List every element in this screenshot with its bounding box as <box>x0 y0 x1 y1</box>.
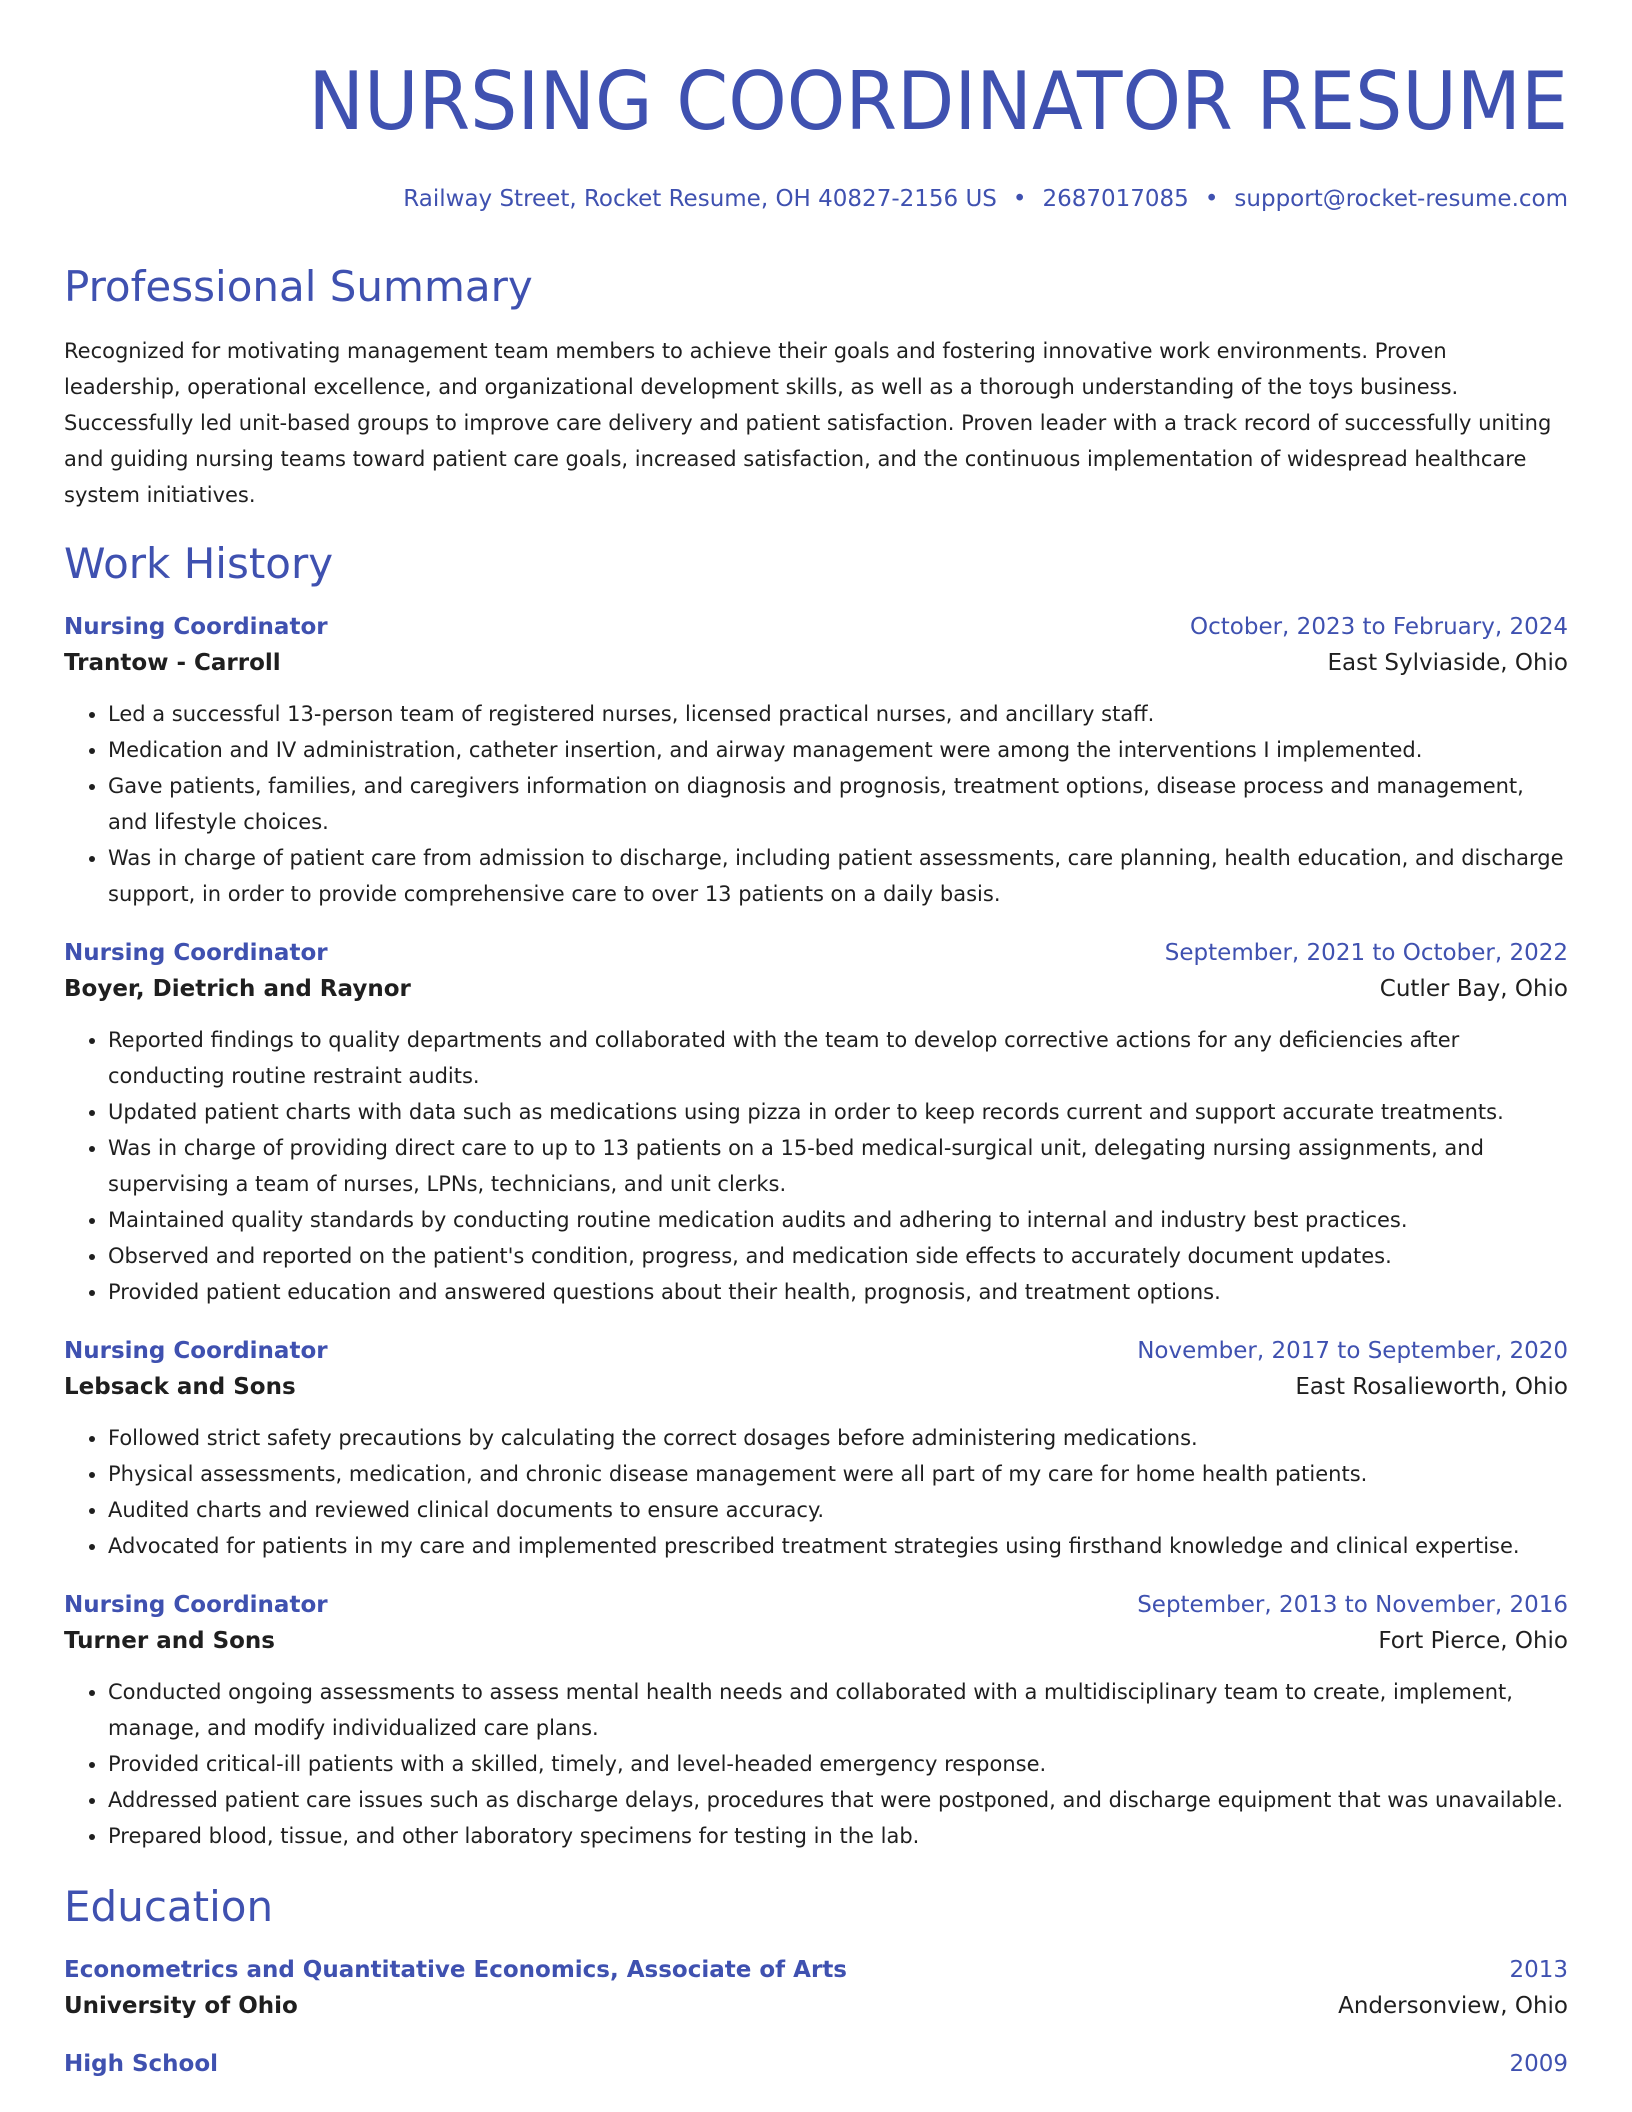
job-title: Nursing Coordinator <box>64 940 328 966</box>
job-bullets <box>64 1420 1568 1564</box>
job-dates: November, 2017 to September, 2020 <box>1137 1338 1568 1364</box>
job-bullet: • Observed and reported on the patient's condition, progress, and medication side effects to accurately document updates. <box>108 1238 1568 1274</box>
contact-separator: • <box>1012 186 1027 212</box>
education-school: University of Ohio <box>64 1993 298 2019</box>
job-dates: September, 2021 to October, 2022 <box>1164 940 1568 966</box>
job-company: Trantow - Carroll <box>64 650 281 676</box>
contact-email[interactable]: support@rocket-resume.com <box>1234 186 1568 212</box>
summary-heading: Professional Summary <box>64 262 533 311</box>
job-entry <box>64 1334 1568 1564</box>
contact-phone: 2687017085 <box>1042 186 1189 212</box>
job-bullet: • Was in charge of patient care from admission to discharge, including patient assessments, care planning, health education, and discharge support, in order to provide comprehensive care to over 13 patients on a daily basis. <box>108 840 1568 912</box>
job-location: East Sylviaside, Ohio <box>1327 650 1568 676</box>
work-history-heading: Work History <box>64 539 334 588</box>
contact-separator: • <box>1204 186 1219 212</box>
job-entry <box>64 1588 1568 1854</box>
job-bullet: • Conducted ongoing assessments to assess mental health needs and collaborated with a multidisciplinary team to create, implement, manage, and modify individualized care plans. <box>108 1674 1568 1746</box>
job-company: Lebsack and Sons <box>64 1374 296 1400</box>
job-dates: October, 2023 to February, 2024 <box>1190 614 1568 640</box>
contact-line <box>64 186 1568 212</box>
job-entry <box>64 936 1568 1310</box>
job-bullet: • Provided critical-ill patients with a skilled, timely, and level-headed emergency response. <box>108 1746 1568 1782</box>
education-degree: Econometrics and Quantitative Economics, Associate of Arts <box>64 1957 847 1983</box>
job-company: Turner and Sons <box>64 1628 275 1654</box>
job-location: Cutler Bay, Ohio <box>1379 976 1568 1002</box>
job-title: Nursing Coordinator <box>64 1592 328 1618</box>
contact-address: Railway Street, Rocket Resume, OH 40827-2156 US <box>403 186 997 212</box>
job-bullet: • Medication and IV administration, catheter insertion, and airway management were among the interventions I implemented. <box>108 732 1568 768</box>
job-bullets <box>64 696 1568 912</box>
job-entry <box>64 610 1568 912</box>
job-bullet: • Prepared blood, tissue, and other laboratory specimens for testing in the lab. <box>108 1818 1568 1854</box>
work-history-list <box>64 610 1568 1854</box>
job-bullet: • Maintained quality standards by conducting routine medication audits and adhering to internal and industry best practices. <box>108 1202 1568 1238</box>
job-company: Boyer, Dietrich and Raynor <box>64 976 411 1002</box>
summary-text: Recognized for motivating management team members to achieve their goals and fostering innovative work environments. Proven leadership, operational excellence, and organizational development skills, as well as a thorough understanding of the toys business. Successfully led unit-based groups to improve care delivery and patient satisfaction. Proven leader with a track record of successfully uniting and guiding nursing teams toward patient care goals, increased satisfaction, and the continuous implementation of widespread healthcare system initiatives. <box>64 339 1552 507</box>
job-bullet: • Provided patient education and answered questions about their health, prognosis, and treatment options. <box>108 1274 1568 1310</box>
education-year: 2009 <box>1509 2051 1568 2077</box>
job-title: Nursing Coordinator <box>64 1338 328 1364</box>
job-bullets <box>64 1022 1568 1310</box>
job-title: Nursing Coordinator <box>64 614 328 640</box>
job-bullet: • Led a successful 13-person team of registered nurses, licensed practical nurses, and ancillary staff. <box>108 696 1568 732</box>
job-dates: September, 2013 to November, 2016 <box>1137 1592 1568 1618</box>
job-location: East Rosalieworth, Ohio <box>1295 1374 1568 1400</box>
education-heading: Education <box>64 1882 274 1931</box>
job-bullet: • Followed strict safety precautions by calculating the correct dosages before administering medications. <box>108 1420 1568 1456</box>
job-bullet: • Was in charge of providing direct care to up to 13 patients on a 15-bed medical-surgical unit, delegating nursing assignments, and supervising a team of nurses, LPNs, technicians, and unit clerks. <box>108 1130 1568 1202</box>
education-degree: High School <box>64 2051 219 2077</box>
education-entry <box>64 2047 1568 2081</box>
education-year: 2013 <box>1509 1957 1568 1983</box>
job-bullets <box>64 1674 1568 1854</box>
job-bullet: • Gave patients, families, and caregivers information on diagnosis and prognosis, treatment options, disease process and management, and lifestyle choices. <box>108 768 1568 840</box>
job-bullet: • Addressed patient care issues such as discharge delays, procedures that were postponed, and discharge equipment that was unavailable. <box>108 1782 1568 1818</box>
job-bullet: • Physical assessments, medication, and chronic disease management were all part of my care for home health patients. <box>108 1456 1568 1492</box>
job-bullet: • Audited charts and reviewed clinical documents to ensure accuracy. <box>108 1492 1568 1528</box>
education-location: Andersonview, Ohio <box>1338 1993 1568 2019</box>
job-bullet: • Updated patient charts with data such as medications using pizza in order to keep records current and support accurate treatments. <box>108 1094 1568 1130</box>
job-location: Fort Pierce, Ohio <box>1378 1628 1568 1654</box>
job-bullet: • Advocated for patients in my care and implemented prescribed treatment strategies using firsthand knowledge and clinical expertise. <box>108 1528 1568 1564</box>
resume-name: NURSING COORDINATOR RESUME <box>308 55 1568 148</box>
education-entry <box>64 1953 1568 2025</box>
job-bullet: • Reported findings to quality departments and collaborated with the team to develop corrective actions for any deficiencies after conducting routine restraint audits. <box>108 1022 1568 1094</box>
